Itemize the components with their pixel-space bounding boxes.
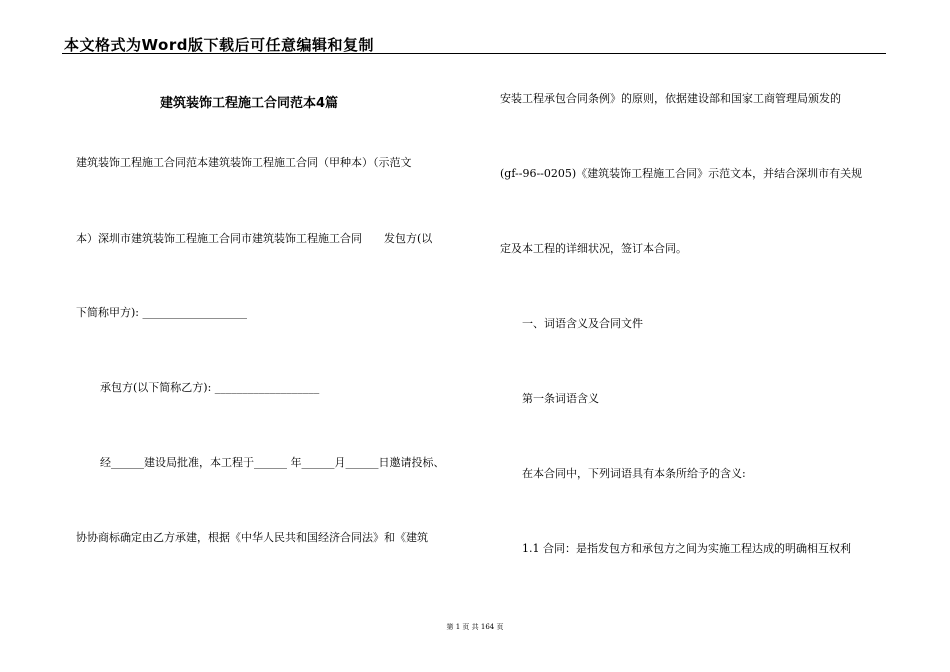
- left-line-1: 建筑装饰工程施工合同范本建筑装饰工程施工合同（甲种本）（示范文: [76, 156, 412, 169]
- right-line-5: 第一条词语含义: [522, 392, 599, 405]
- left-line-6: 协协商标确定由乙方承建，根据《中华人民共和国经济合同法》和《建筑: [76, 531, 428, 544]
- right-line-6: 在本合同中，下列词语具有本条所给予的含义:: [522, 467, 746, 480]
- page-footer: 第 1 页 共 164 页: [446, 623, 504, 631]
- left-line-4: 承包方(以下简称乙方): ___________________: [100, 381, 320, 394]
- left-line-5: 经______建设局批准，本工程于______ 年______月______日邀请投标、: [100, 456, 445, 469]
- document-title: 建筑装饰工程施工合同范本4篇: [160, 96, 339, 111]
- left-line-3: 下简称甲方): ___________________: [76, 306, 247, 319]
- right-line-3: 定及本工程的详细状况，签订本合同。: [500, 242, 687, 255]
- left-line-2: 本）深圳市建筑装饰工程施工合同市建筑装饰工程施工合同 发包方(以: [76, 232, 433, 245]
- right-line-7: 1.1 合同：是指发包方和承包方之间为实施工程达成的明确相互权利: [522, 542, 851, 555]
- header-rule: [62, 53, 886, 54]
- right-line-2: (gf--96--0205)《建筑装饰工程施工合同》示范文本，并结合深圳市有关规: [500, 167, 863, 180]
- right-line-1: 安装工程承包合同条例》的原则，依据建设部和国家工商管理局颁发的: [500, 92, 841, 105]
- document-header: 本文格式为Word版下载后可任意编辑和复制: [64, 36, 374, 54]
- right-line-4: 一、词语含义及合同文件: [522, 317, 643, 330]
